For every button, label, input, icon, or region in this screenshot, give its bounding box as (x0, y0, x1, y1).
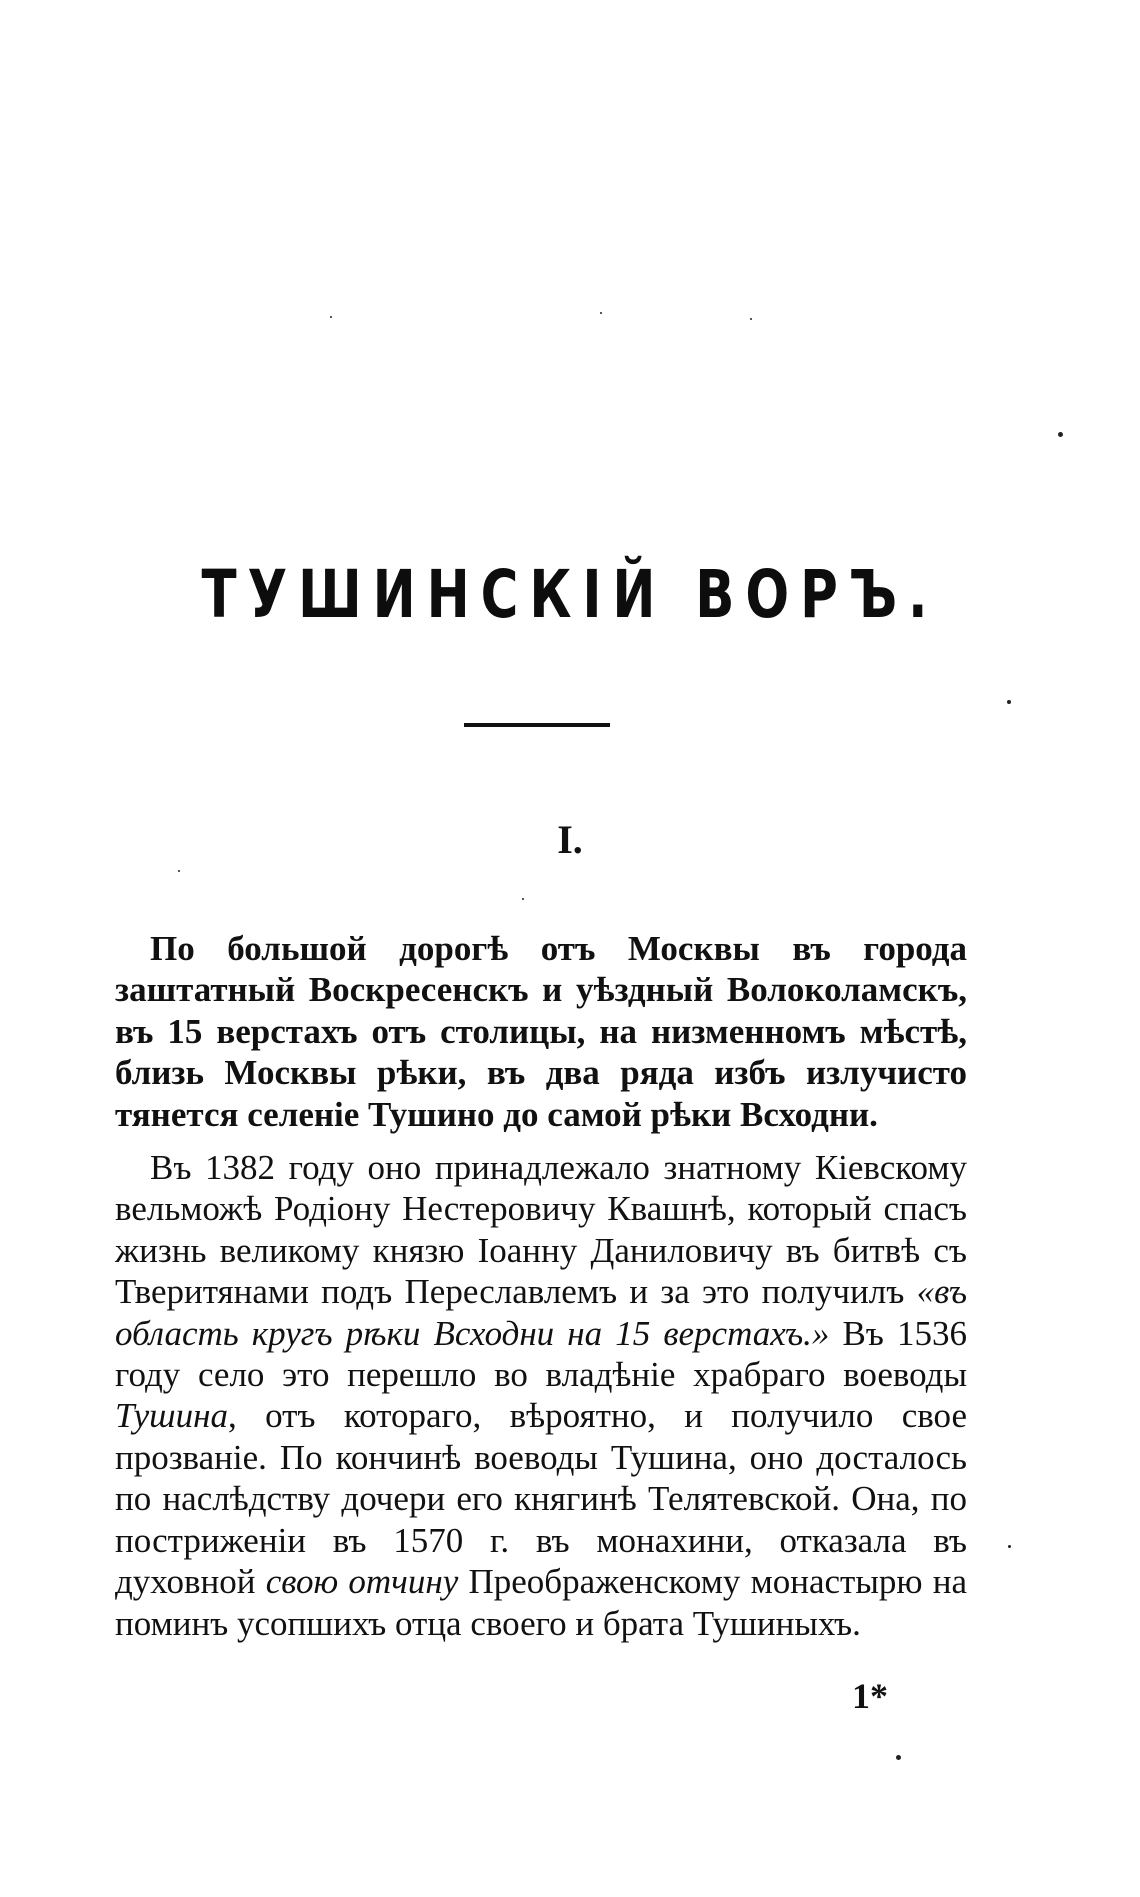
scan-speck (750, 318, 752, 320)
chapter-title: ТУШИНСКІЙ ВОРЪ. (201, 556, 939, 633)
printer-signature-mark: 1* (852, 1676, 888, 1716)
scan-speck (1007, 700, 1011, 704)
scan-speck (522, 898, 524, 900)
scan-speck (896, 1755, 901, 1760)
paragraph-2-italic: свою отчину (265, 1562, 459, 1602)
title-divider-rule (464, 723, 610, 727)
paragraph-2-quote: «въ область кругъ рѣки Всходни на 15 верстахъ.» (115, 1272, 967, 1353)
paragraph-2-name: Тушина (115, 1396, 228, 1436)
scan-speck (1058, 432, 1063, 437)
paragraph-2-text-c: , отъ котораго, вѣроятно, и получило свое прозваніе. По кончинѣ воеводы Тушина, оно досталось по наслѣдству дочери его княгинѣ Телятевской. Она, по постриженіи въ 1570 г. въ монахини, отказала въ духовной (115, 1396, 967, 1602)
paragraph-2-text-b: Въ 1536 году село это перешло во владѣніе храбраго воеводы (115, 1313, 968, 1395)
paragraph-2-text-a: Въ 1382 году оно принадлежало знатному Кіевскому вельможѣ Родіону Нестеровичу Квашнѣ, который спасъ жизнь великому князю Іоанну Даниловичу въ битвѣ съ Тверитянами подъ Переславлемъ и за это получилъ (115, 1148, 967, 1312)
body-text (115, 928, 967, 1644)
scan-speck (178, 870, 180, 872)
scan-speck (330, 316, 332, 318)
section-number: I. (557, 817, 583, 862)
scan-speck (1008, 1545, 1011, 1548)
paragraph-2-text-d: Преображенскому монастырю на поминъ усопшихъ отца своего и брата Тушиныхъ. (115, 1562, 967, 1643)
paragraph-2 (115, 1147, 967, 1644)
scan-speck (600, 312, 602, 314)
paragraph-1: По большой дорогѣ отъ Москвы въ города заштатный Воскресенскъ и уѣздный Волоколамскъ, въ 15 верстахъ отъ столицы, на низменномъ мѣстѣ, близь Москвы рѣки, въ два ряда избъ излучисто тянется селеніе Тушино до самой рѣки Всходни. (115, 929, 967, 1134)
